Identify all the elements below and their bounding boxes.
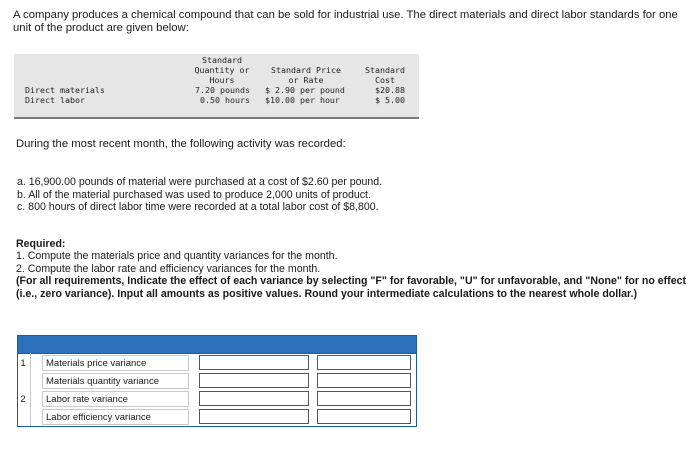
answer-table — [17, 335, 417, 427]
variance-label: Labor rate variance — [42, 391, 189, 407]
labor-efficiency-effect-select[interactable] — [317, 409, 411, 424]
materials-price-amount-input[interactable] — [199, 355, 309, 370]
materials-quantity-amount-input[interactable] — [199, 373, 309, 388]
header-quantity-line3: Hours — [209, 75, 235, 85]
row-label-materials: Direct materials — [25, 85, 105, 95]
header-quantity-line2: Quantity or — [194, 65, 250, 75]
row-cost-materials: $20.88 — [375, 85, 405, 95]
materials-price-effect-select[interactable] — [317, 355, 411, 370]
required-instructions: (For all requirements, Indicate the effect of each variance by selecting "F" for favorable, "U" for unfavorable, and "None" for no effect (i.e., zero variance). Input all amounts as positive values. Round your intermediate calculations to the nearest whole dollar.) — [16, 275, 687, 300]
materials-quantity-effect-select[interactable] — [317, 373, 411, 388]
standards-table — [14, 54, 419, 119]
row-quantity-materials: 7.20 pounds — [195, 85, 250, 95]
header-cost-line1: Standard — [365, 65, 405, 75]
answer-row — [18, 355, 416, 373]
requirement-number: 2 — [20, 394, 26, 405]
required-heading: Required: — [16, 238, 66, 250]
row-price-materials: $ 2.90 per pound — [265, 85, 345, 95]
labor-efficiency-amount-input[interactable] — [199, 409, 309, 424]
header-price-line1: Standard Price — [271, 65, 341, 75]
answer-row — [18, 373, 416, 391]
row-quantity-labor: 0.50 hours — [200, 95, 250, 105]
activity-intro: During the most recent month, the following activity was recorded: — [16, 138, 346, 150]
row-cost-labor: $ 5.00 — [375, 95, 405, 105]
activity-item-a: a. 16,900.00 pounds of material were purchased at a cost of $2.60 per pound. — [17, 176, 383, 188]
answer-table-header — [18, 336, 416, 354]
header-cost-line2: Cost — [375, 75, 395, 85]
header-quantity-line1: Standard — [202, 55, 242, 65]
labor-rate-effect-select[interactable] — [317, 391, 411, 406]
required-item-2: 2. Compute the labor rate and efficiency variances for the month. — [16, 262, 321, 275]
labor-rate-amount-input[interactable] — [199, 391, 309, 406]
variance-label: Materials price variance — [42, 355, 189, 371]
row-price-labor: $10.00 per hour — [265, 95, 340, 105]
row-label-labor: Direct labor — [25, 95, 85, 105]
header-price-line2: or Rate — [288, 75, 324, 85]
activity-list — [17, 176, 382, 214]
activity-item-b: b. All of the material purchased was used to produce 2,000 units of product. — [17, 188, 371, 201]
variance-label: Labor efficiency variance — [42, 409, 189, 425]
answer-row — [18, 391, 416, 409]
requirement-number: 1 — [20, 358, 26, 369]
answer-row — [18, 409, 416, 427]
activity-item-c: c. 800 hours of direct labor time were recorded at a total labor cost of $8,800. — [17, 201, 379, 213]
required-item-1: 1. Compute the materials price and quantity variances for the month. — [16, 250, 338, 263]
required-section — [16, 238, 692, 300]
variance-label: Materials quantity variance — [42, 373, 189, 389]
problem-intro: A company produces a chemical compound that can be sold for industrial use. The direct materials and direct labor standards for one unit of the product are given below: — [13, 9, 678, 34]
